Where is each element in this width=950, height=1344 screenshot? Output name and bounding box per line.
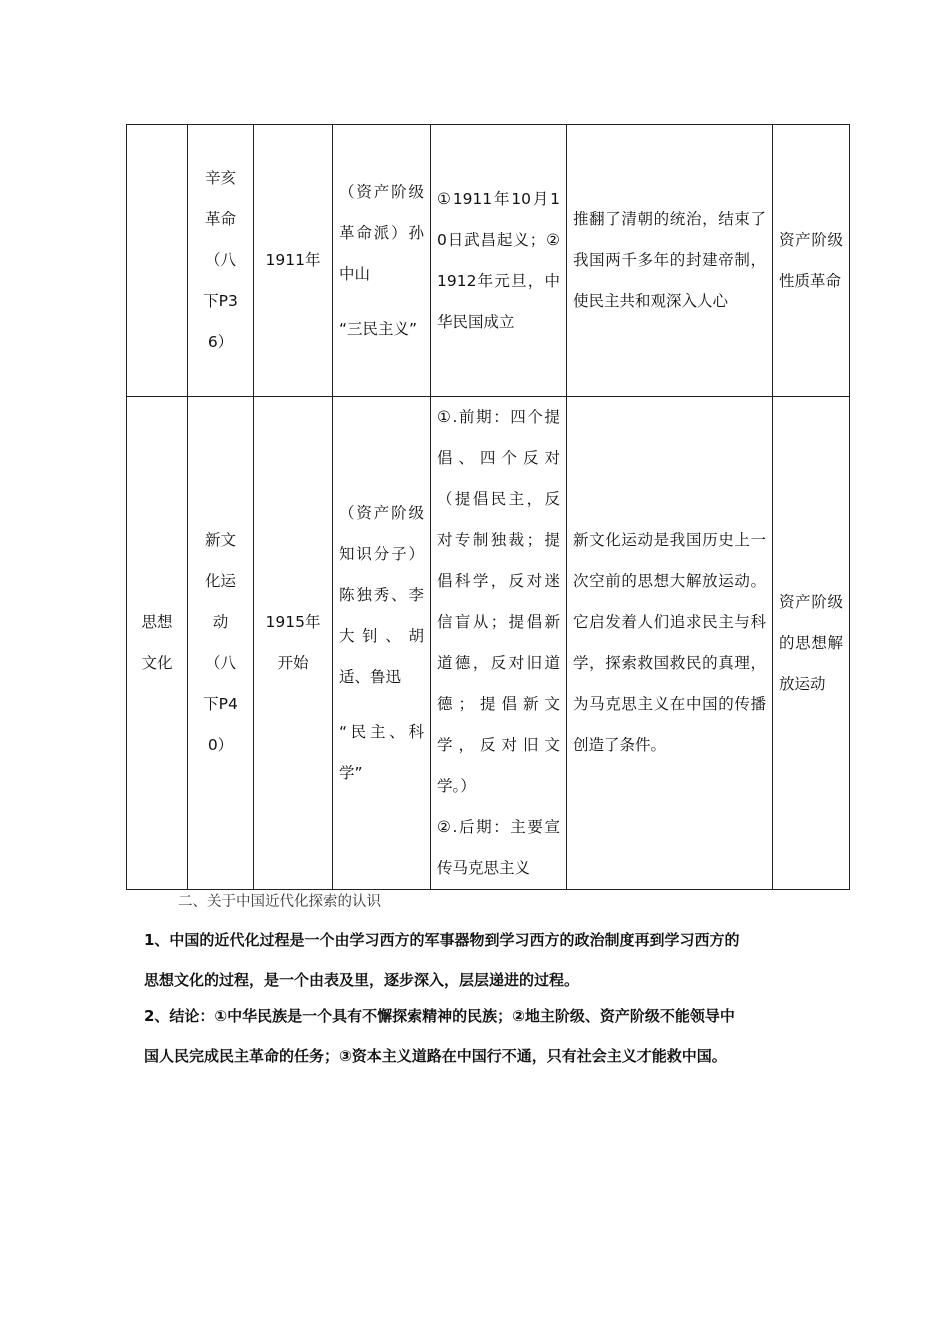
event-time: 1911年 [265, 251, 321, 269]
content-cell [431, 125, 567, 397]
history-table [126, 124, 850, 890]
paragraph-line: 2、结论：①中华民族是一个具有不懈探索精神的民族；②地主阶级、资产阶级不能领导中 [144, 1007, 735, 1025]
event-cell [188, 397, 254, 890]
nature-cell [773, 125, 850, 397]
nature-text: 资产阶级的思想解放运动 [779, 592, 843, 693]
content-text: ①.前期：四个提倡、四个反对（提倡民主，反对专制独裁；提倡科学，反对迷信盲从；提倡新道德，反对旧道德；提倡新文学，反对旧文学。） ②.后期：主要宣传马克思主义 [437, 408, 560, 877]
paragraph-line: 国人民完成民主革命的任务；③资本主义道路在中国行不通，只有社会主义才能救中国。 [144, 1047, 727, 1065]
event-name: 辛亥 革命 （八 下P3 6） [203, 169, 238, 351]
significance-cell [567, 397, 773, 890]
domain-cell [127, 397, 188, 890]
paragraph-1 [144, 920, 834, 1000]
people-text: （资产阶级知识分子）陈独秀、李大钊、胡适、鲁迅 [339, 503, 424, 686]
significance-text: 推翻了清朝的统治，结束了我国两千多年的封建帝制，使民主共和观深入人心 [573, 210, 766, 310]
content-text: ①1911年10月10日武昌起义；② 1912年元旦，中华民国成立 [437, 189, 560, 331]
table-row-xinhai [127, 125, 850, 397]
slogan-text: “三民主义” [339, 319, 418, 338]
nature-text: 资产阶级性质革命 [779, 230, 843, 290]
people-cell [333, 397, 431, 890]
time-cell [254, 125, 333, 397]
domain-cell [127, 125, 188, 397]
content-cell [431, 397, 567, 890]
people-cell [333, 125, 431, 397]
slogan-text: “民主、科学” [339, 722, 424, 782]
nature-cell [773, 397, 850, 890]
table-row-new-culture [127, 397, 850, 890]
domain-label: 思想 文化 [141, 613, 173, 672]
event-time: 1915年 开始 [265, 613, 321, 672]
paragraph-line: 1、中国的近代化过程是一个由学习西方的军事器物到学习西方的政治制度再到学习西方的 [144, 931, 740, 949]
event-name: 新文 化运 动 （八 下P4 0） [203, 531, 238, 754]
people-text: （资产阶级革命派）孙中山 [339, 182, 424, 283]
significance-text: 新文化运动是我国历史上一次空前的思想大解放运动。它启发着人们追求民主与科学，探索救国救民的真理，为马克思主义在中国的传播创造了条件。 [573, 531, 766, 754]
section-heading: 二、关于中国近代化探索的认识 [178, 894, 381, 910]
time-cell [254, 397, 333, 890]
event-cell [188, 125, 254, 397]
paragraph-line: 思想文化的过程，是一个由表及里，逐步深入，层层递进的过程。 [144, 971, 580, 989]
paragraph-2 [144, 996, 834, 1076]
significance-cell [567, 125, 773, 397]
